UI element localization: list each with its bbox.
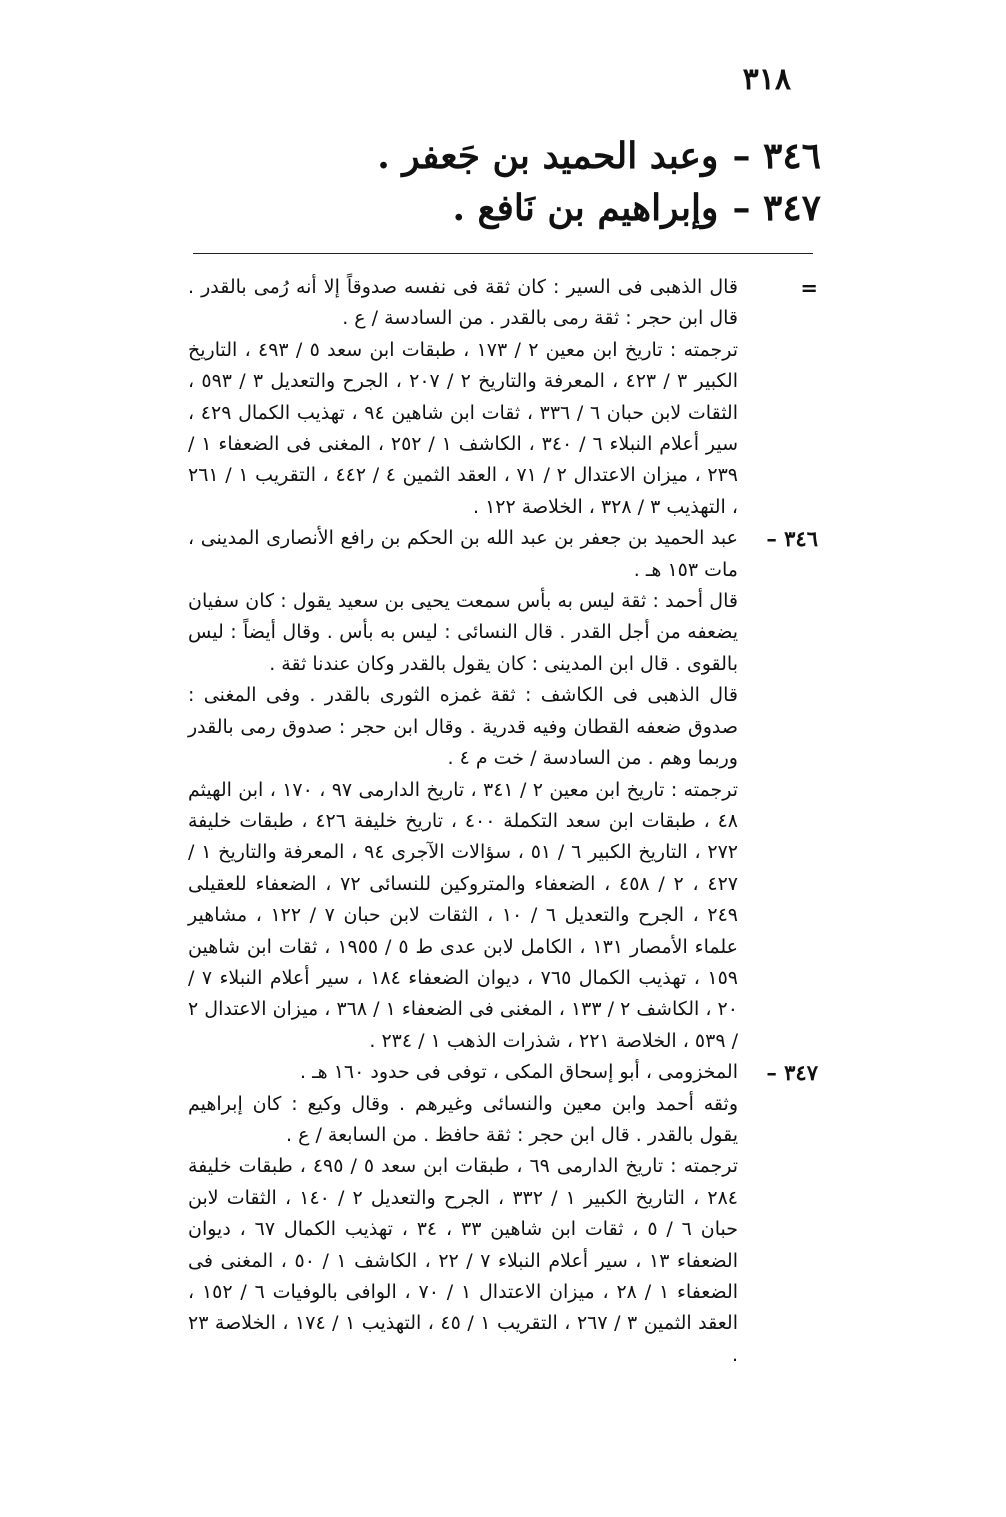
entry-number: ٣٤٧ – bbox=[732, 187, 821, 229]
footnote-paragraph: عبد الحميد بن جعفر بن عبد الله بن الحكم بن رافع الأنصارى المدينى ، مات ١٥٣ هـ . bbox=[188, 527, 738, 581]
footnote-paragraph: ترجمته : تاريخ الدارمى ٦٩ ، طبقات ابن سعد ٥ / ٤٩٥ ، طبقات خليفة ٢٨٤ ، التاريخ الكبير ١ / ٣٣٢ ، الجرح والتعديل ٢ / ١٤٠ ، الثقات لابن حبان ٦ / ٥ ، ثقات ابن شاهين ٣٣ ، ٣٤ ، تهذيب الكمال ٦٧ ، ديوان الضعفاء ١٣ ، سير أعلام النبلاء ٧ / ٢٢ ، الكاشف ١ / ٥٠ ، المغنى فى الضعفاء ١ / ٢٨ ، ميزان الاعتدال ١ / ٧٠ ، الوافى بالوفيات ٦ / ١٥٢ ، العقد الثمين ٣ / ٢٦٧ ، التقريب ١ / ٤٥ ، التهذيب ١ / ١٧٤ ، الخلاصة ٢٣ . bbox=[188, 1155, 739, 1366]
footnote-continued bbox=[188, 272, 818, 523]
entry-346 bbox=[181, 130, 821, 182]
footnote-marker: ٣٤٦ – bbox=[766, 526, 818, 552]
main-entries bbox=[181, 130, 821, 234]
footnote-paragraph: ترجمته : تاريخ ابن معين ٢ / ٣٤١ ، تاريخ الدارمى ٩٧ ، ١٧٠ ، ابن الهيثم ٤٨ ، طبقات ابن سعد التكملة ٤٠٠ ، تاريخ خليفة ٤٢٦ ، طبقات خليفة ٢٧٢ ، التاريخ الكبير ٦ / ٥١ ، سؤالات الآجرى ٩٤ ، المعرفة والتاريخ ١ / ٤٢٧ ، ٢ / ٤٥٨ ، الضعفاء والمتروكين للنسائى ٧٢ ، الضعفاء للعقيلى ٢٤٩ ، الجرح والتعديل ٦ / ١٠ ، الثقات لابن حبان ٧ / ١٢٢ ، مشاهير علماء الأمصار ١٣١ ، الكامل لابن عدى ط ٥ / ١٩٥٥ ، ثقات ابن شاهين ١٥٩ ، تهذيب الكمال ٧٦٥ ، ديوان الضعفاء ١٨٤ ، سير أعلام النبلاء ٧ / ٢٠ ، الكاشف ٢ / ١٣٣ ، المغنى فى الضعفاء ١ / ٣٦٨ ، ميزان الاعتدال ٢ / ٥٣٩ ، الخلاصة ٢٢١ ، شذرات الذهب ١ / ٢٣٤ . bbox=[188, 778, 739, 1052]
footnote-347 bbox=[188, 1057, 818, 1371]
footnote-paragraph: وثقه أحمد وابن معين والنسائى وغيرهم . وقال وكيع : كان إبراهيم يقول بالقدر . قال ابن حجر : ثقة حافظ . من السابعة / ع . bbox=[188, 1092, 738, 1146]
entry-text: وإبراهيم بن نَافع . bbox=[452, 187, 719, 229]
footnote-paragraph: المخزومى ، أبو إسحاق المكى ، توفى فى حدود ١٦٠ هـ . bbox=[299, 1061, 738, 1084]
entry-text: وعبد الحميد بن جَعفر . bbox=[377, 135, 719, 177]
footnote-marker: ٣٤٧ – bbox=[766, 1060, 818, 1086]
page-number: ٣١٨ bbox=[742, 62, 791, 97]
footnote-346 bbox=[188, 523, 818, 1057]
entry-347 bbox=[181, 182, 821, 234]
footnote-paragraph: قال الذهبى فى السير : كان ثقة فى نفسه صدوقاً إلا أنه رُمى بالقدر . قال ابن حجر : ثقة رمى بالقدر . من السادسة / ع . bbox=[188, 276, 738, 330]
entry-number: ٣٤٦ – bbox=[732, 135, 821, 177]
footnote-paragraph: ترجمته : تاريخ ابن معين ٢ / ١٧٣ ، طبقات ابن سعد ٥ / ٤٩٣ ، التاريخ الكبير ٣ / ٤٢٣ ، المعرفة والتاريخ ٢ / ٢٠٧ ، الجرح والتعديل ٣ / ٥٩٣ ، الثقات لابن حبان ٦ / ٣٣٦ ، ثقات ابن شاهين ٩٤ ، تهذيب الكمال ٤٢٩ ، سير أعلام النبلاء ٦ / ٣٤٠ ، الكاشف ١ / ٢٥٢ ، المغنى فى الضعفاء ١ / ٢٣٩ ، ميزان الاعتدال ٢ / ٧١ ، العقد الثمين ٤ / ٤٤٢ ، التقريب ١ / ٢٦١ ، التهذيب ٣ / ٣٢٨ ، الخلاصة ١٢٢ . bbox=[188, 338, 739, 518]
footnote-paragraph: قال أحمد : ثقة ليس به بأس سمعت يحيى بن سعيد يقول : كان سفيان يضعفه من أجل القدر . قال النسائى : ليس به بأس . وقال أيضاً : ليس بالقوى . قال ابن المدينى : كان يقول بالقدر وكان عندنا ثقة . bbox=[188, 590, 738, 675]
footnote-paragraph: قال الذهبى فى الكاشف : ثقة غمزه الثورى بالقدر . وفى المغنى : صدوق ضعفه القطان وفيه قدرية . وقال ابن حجر : صدوق رمى بالقدر وربما وهم . من السادسة / خت م ٤ . bbox=[188, 684, 738, 770]
footnotes bbox=[188, 272, 818, 1371]
footnote-marker: = bbox=[800, 275, 818, 300]
footnote-divider bbox=[193, 253, 813, 254]
